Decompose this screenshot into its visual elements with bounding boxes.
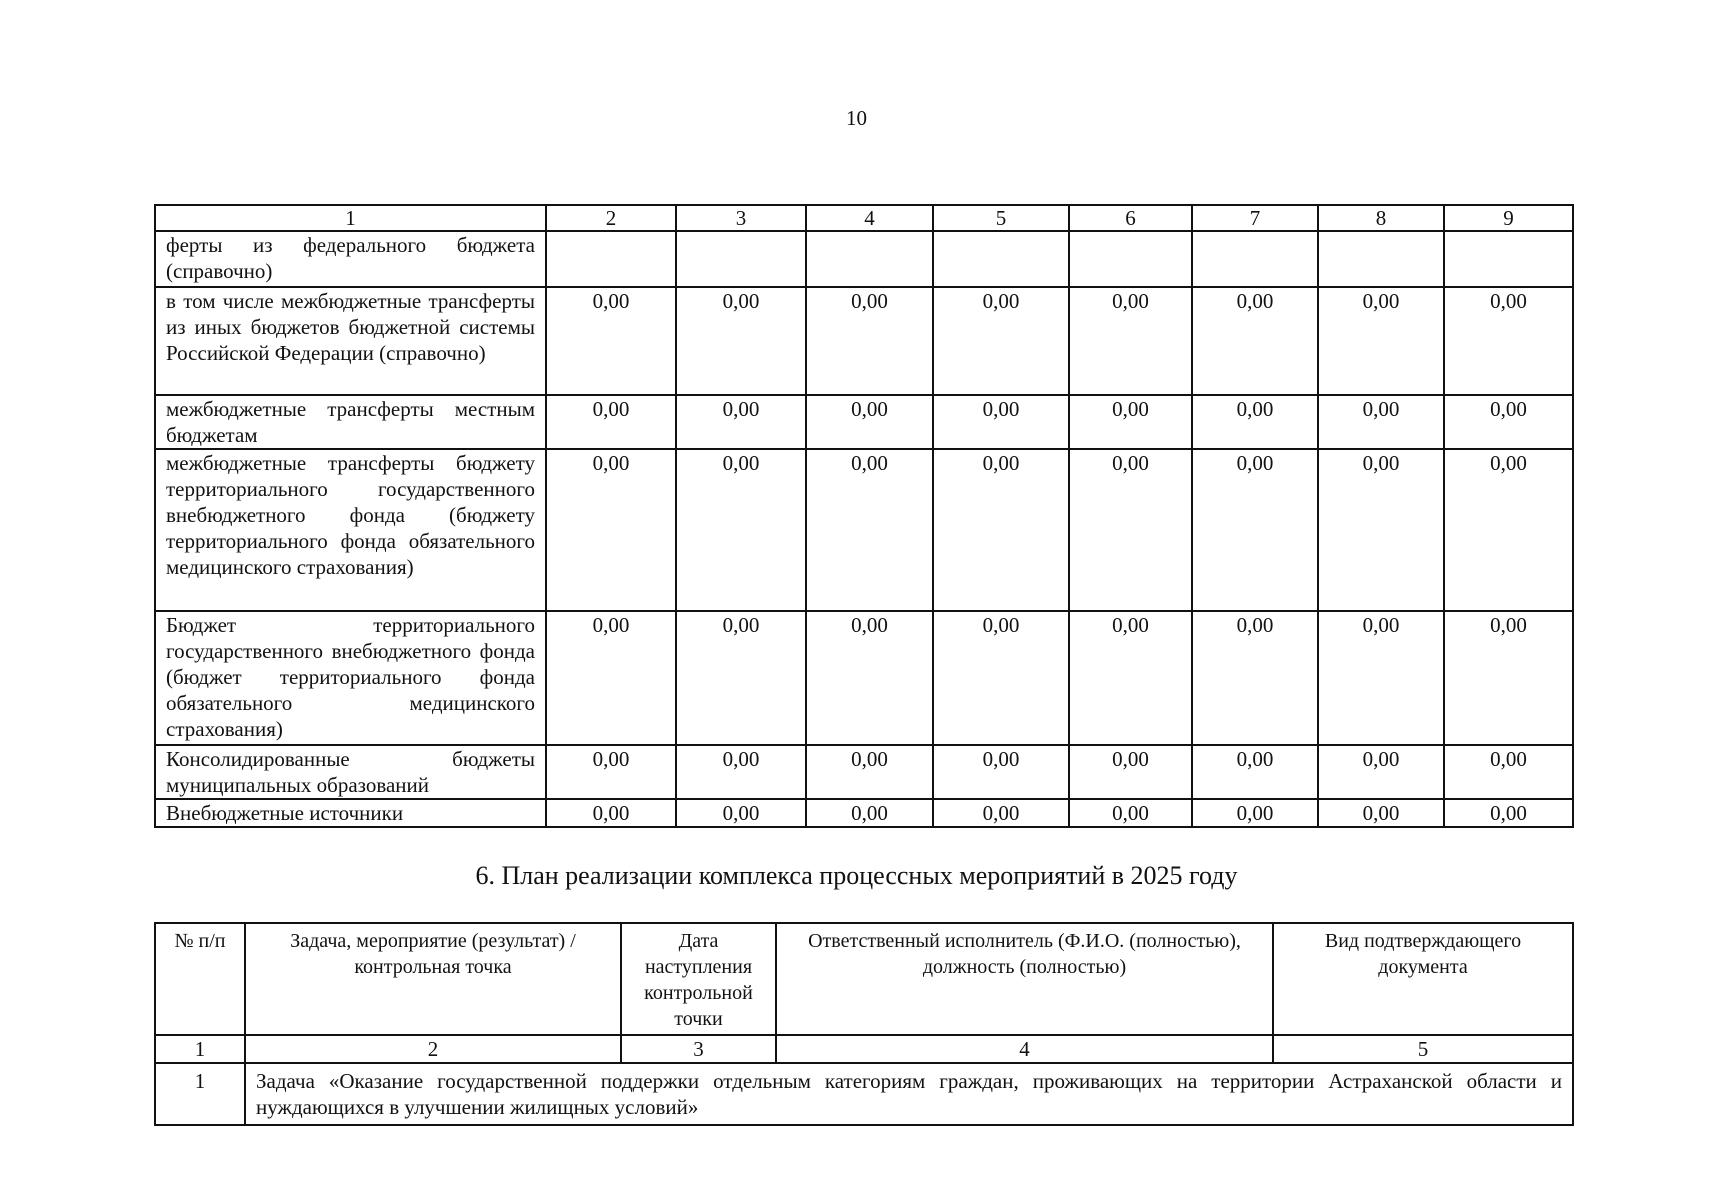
column-number: 1 <box>155 205 546 231</box>
finance-table <box>154 204 1574 828</box>
value-cell: 0,00 <box>546 395 676 449</box>
value-cell <box>806 231 933 287</box>
value-cell: 0,00 <box>1192 745 1318 799</box>
value-cell <box>1192 231 1318 287</box>
value-cell: 0,00 <box>933 745 1069 799</box>
column-number: 4 <box>776 1035 1273 1063</box>
plan-table <box>154 922 1574 1126</box>
value-cell: 0,00 <box>1318 395 1444 449</box>
row-label: межбюджетные трансферты бюджету территориального государственного внебюджетного фонда (бюджету территориального фонда обязательного медицинского страхования) <box>155 449 546 611</box>
value-cell: 0,00 <box>1444 449 1573 611</box>
task-text: Задача «Оказание государственной поддержки отдельным категориям граждан, проживающих на территории Астраханской области и нуждающихся в улучшении жилищных условий» <box>245 1063 1573 1125</box>
value-cell: 0,00 <box>1318 745 1444 799</box>
value-cell <box>1069 231 1192 287</box>
column-number: 2 <box>245 1035 621 1063</box>
value-cell: 0,00 <box>1318 287 1444 395</box>
value-cell: 0,00 <box>1192 287 1318 395</box>
value-cell <box>1318 231 1444 287</box>
value-cell: 0,00 <box>546 611 676 745</box>
value-cell: 0,00 <box>676 611 806 745</box>
table-row <box>155 287 1573 395</box>
value-cell: 0,00 <box>1444 395 1573 449</box>
section-title: 6. План реализации комплекса процессных мероприятий в 2025 году <box>475 861 1238 890</box>
task-number: 1 <box>155 1063 245 1125</box>
value-cell: 0,00 <box>1444 799 1573 827</box>
value-cell: 0,00 <box>1318 799 1444 827</box>
table-row <box>155 799 1573 827</box>
value-cell <box>546 231 676 287</box>
row-label: Бюджет территориального государственного внебюджетного фонда (бюджет территориального фонда обязательного медицинского страхования) <box>155 611 546 745</box>
finance-header-row <box>155 205 1573 231</box>
value-cell: 0,00 <box>546 449 676 611</box>
value-cell: 0,00 <box>933 449 1069 611</box>
table-row <box>155 231 1573 287</box>
value-cell: 0,00 <box>933 395 1069 449</box>
value-cell: 0,00 <box>676 745 806 799</box>
value-cell: 0,00 <box>1069 287 1192 395</box>
value-cell: 0,00 <box>676 287 806 395</box>
value-cell: 0,00 <box>933 799 1069 827</box>
column-number: 9 <box>1444 205 1573 231</box>
value-cell: 0,00 <box>1444 611 1573 745</box>
column-number: 3 <box>676 205 806 231</box>
plan-header-row <box>155 923 1573 1035</box>
value-cell: 0,00 <box>806 395 933 449</box>
value-cell: 0,00 <box>676 449 806 611</box>
value-cell: 0,00 <box>806 799 933 827</box>
table-row <box>155 611 1573 745</box>
value-cell <box>676 231 806 287</box>
header-date: Дата наступления контрольной точки <box>621 923 776 1035</box>
value-cell: 0,00 <box>1318 611 1444 745</box>
table-row <box>155 449 1573 611</box>
value-cell: 0,00 <box>546 287 676 395</box>
row-label: в том числе межбюджетные трансферты из иных бюджетов бюджетной системы Российской Федерации (справочно) <box>155 287 546 395</box>
value-cell: 0,00 <box>933 611 1069 745</box>
table-row <box>155 395 1573 449</box>
table-row <box>155 745 1573 799</box>
header-document: Вид подтверждающего документа <box>1273 923 1573 1035</box>
value-cell: 0,00 <box>1444 745 1573 799</box>
column-number: 2 <box>546 205 676 231</box>
value-cell: 0,00 <box>1192 395 1318 449</box>
value-cell: 0,00 <box>676 799 806 827</box>
plan-column-numbers <box>155 1035 1573 1063</box>
value-cell: 0,00 <box>806 611 933 745</box>
header-task: Задача, мероприятие (результат) / контрольная точка <box>245 923 621 1035</box>
column-number: 8 <box>1318 205 1444 231</box>
column-number: 4 <box>806 205 933 231</box>
value-cell: 0,00 <box>933 287 1069 395</box>
value-cell: 0,00 <box>546 799 676 827</box>
task-row <box>155 1063 1573 1125</box>
column-number: 5 <box>933 205 1069 231</box>
value-cell: 0,00 <box>806 287 933 395</box>
value-cell: 0,00 <box>1192 799 1318 827</box>
value-cell: 0,00 <box>676 395 806 449</box>
row-label: ферты из федерального бюджета (справочно) <box>155 231 546 287</box>
row-label: Консолидированные бюджеты муниципальных образований <box>155 745 546 799</box>
row-label: Внебюджетные источники <box>155 799 546 827</box>
column-number: 6 <box>1069 205 1192 231</box>
value-cell: 0,00 <box>1069 799 1192 827</box>
value-cell: 0,00 <box>1192 449 1318 611</box>
value-cell: 0,00 <box>546 745 676 799</box>
header-number: № п/п <box>155 923 245 1035</box>
value-cell: 0,00 <box>1069 395 1192 449</box>
page-number: 10 <box>846 106 867 130</box>
value-cell: 0,00 <box>1318 449 1444 611</box>
value-cell <box>933 231 1069 287</box>
value-cell: 0,00 <box>1069 449 1192 611</box>
header-responsible: Ответственный исполнитель (Ф.И.О. (полностью), должность (полностью) <box>776 923 1273 1035</box>
column-number: 3 <box>621 1035 776 1063</box>
value-cell: 0,00 <box>1069 611 1192 745</box>
value-cell: 0,00 <box>1192 611 1318 745</box>
value-cell <box>1444 231 1573 287</box>
value-cell: 0,00 <box>1444 287 1573 395</box>
column-number: 7 <box>1192 205 1318 231</box>
value-cell: 0,00 <box>806 745 933 799</box>
column-number: 5 <box>1273 1035 1573 1063</box>
value-cell: 0,00 <box>806 449 933 611</box>
row-label: межбюджетные трансферты местным бюджетам <box>155 395 546 449</box>
value-cell: 0,00 <box>1069 745 1192 799</box>
column-number: 1 <box>155 1035 245 1063</box>
